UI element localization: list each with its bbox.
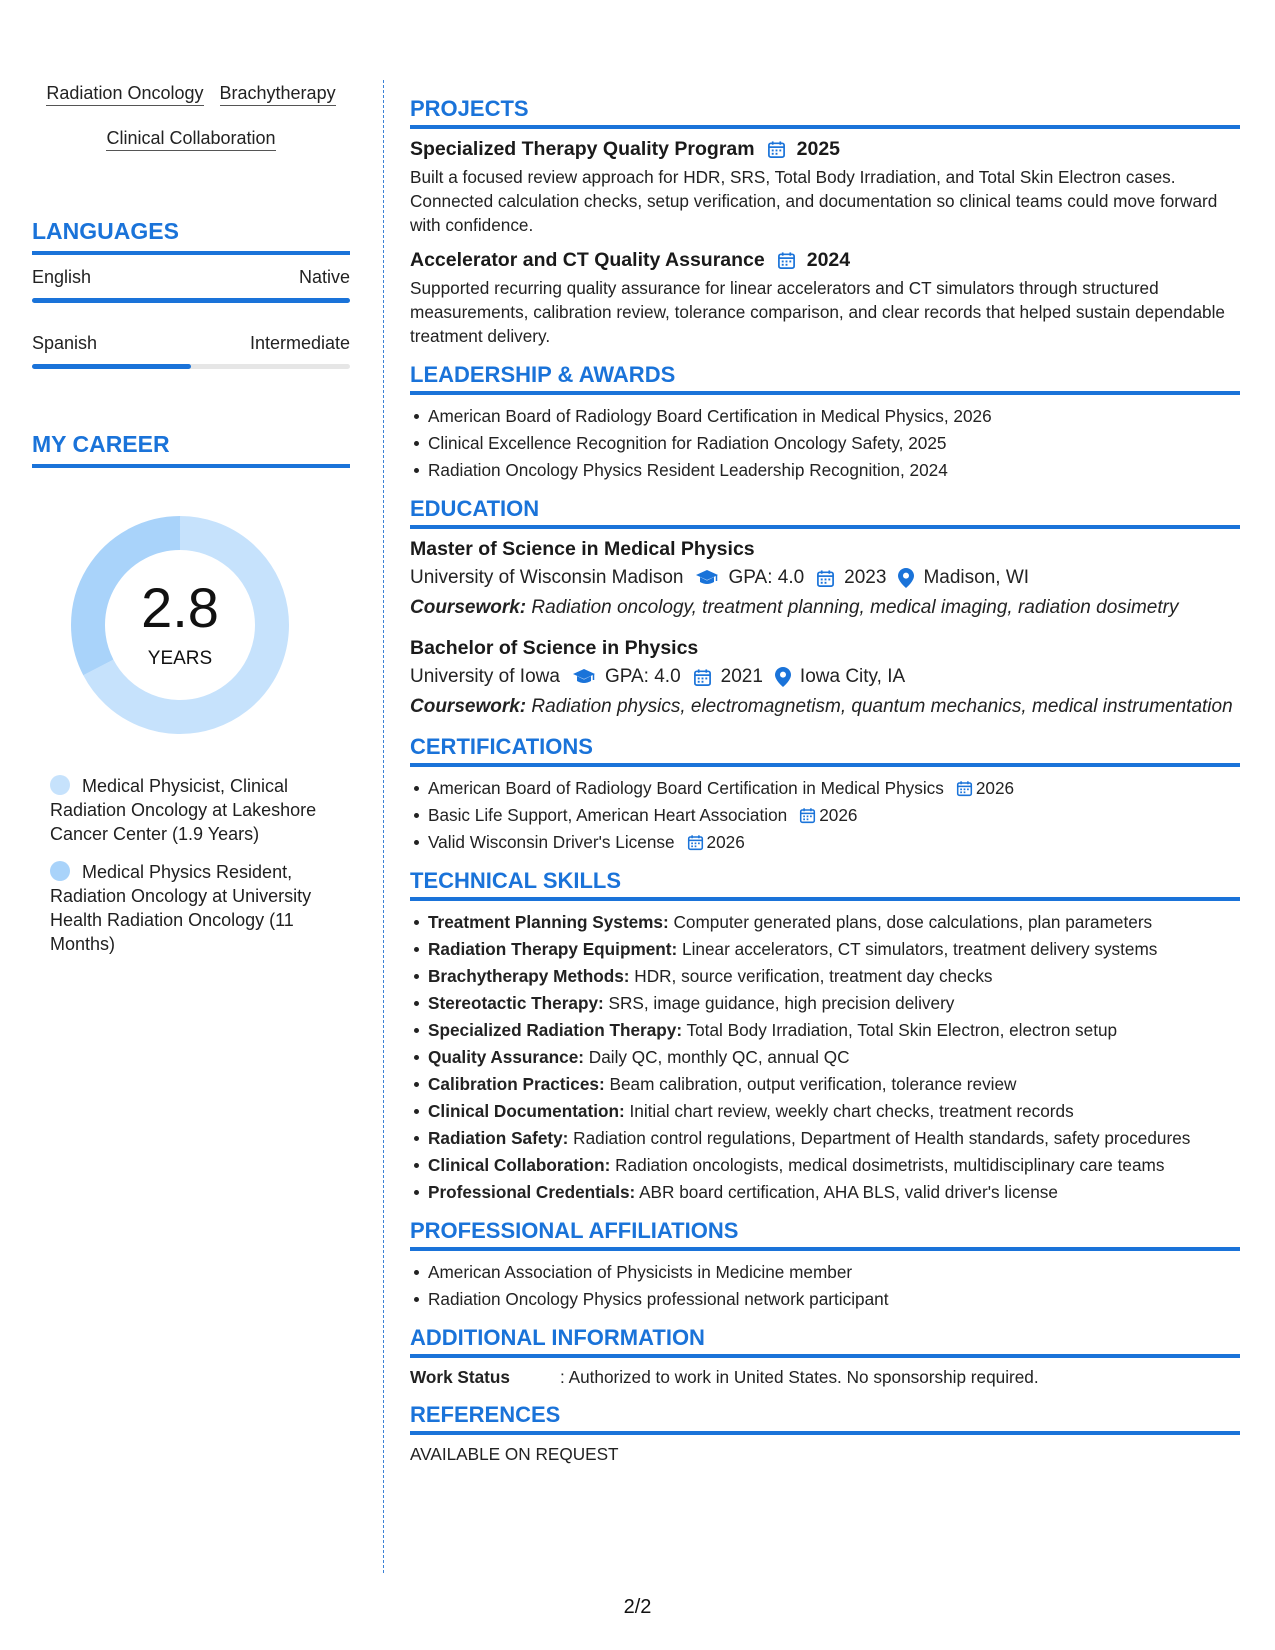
language-name: Spanish (32, 333, 98, 353)
skills-section (410, 868, 1240, 1204)
gpa: GPA: 4.0 (728, 567, 805, 588)
career-label: Medical Physics Resident, Radiation Oncology at University Health Radiation Oncology (11 Months) (50, 862, 312, 954)
education-section (410, 496, 1240, 720)
skill-item (428, 910, 1240, 934)
skill-item (428, 1153, 1240, 1177)
language-bar (32, 298, 350, 303)
list-item: Radiation Oncology Physics professional network participant (428, 1287, 1240, 1311)
references-section (410, 1402, 1240, 1465)
language-name: English (32, 267, 92, 287)
language-level: Native (298, 267, 350, 287)
school-name: University of Iowa (410, 666, 560, 687)
certification-name: Valid Wisconsin Driver's License (428, 832, 675, 852)
skills-heading: TECHNICAL SKILLS (410, 868, 1240, 901)
education-item (410, 637, 1240, 720)
certification-year: 2026 (819, 805, 858, 825)
career-heading: MY CAREER (32, 431, 350, 468)
skill-name: Clinical Documentation: (428, 1101, 625, 1121)
project-item (410, 249, 1240, 348)
certification-year: 2026 (706, 832, 745, 852)
career-legend-item (50, 860, 350, 956)
work-status-label: Work Status (410, 1367, 510, 1387)
language-item (32, 267, 350, 303)
skill-item (428, 937, 1240, 961)
project-description: Built a focused review approach for HDR, SRS, Total Body Irradiation, and Total Skin Electron cases. Connected calculation checks, setup verification, and documentation so clinical teams could move forward with confidence. (410, 167, 1218, 235)
project-description: Supported recurring quality assurance for linear accelerators and CT simulators through structured measurements, calibration review, tolerance comparison, and clear records that helped sustain dependable treatment delivery. (410, 278, 1225, 346)
column-divider (383, 80, 384, 1573)
graduation-cap-icon (572, 668, 596, 686)
calendar-icon (687, 834, 704, 851)
education-heading: EDUCATION (410, 496, 1240, 529)
affiliations-section (410, 1218, 1240, 1311)
skill-name: Radiation Therapy Equipment: (428, 939, 678, 959)
skill-detail: SRS, image guidance, high precision delivery (603, 993, 955, 1013)
language-bar (32, 364, 350, 369)
calendar-icon (693, 668, 712, 687)
skill-detail: Beam calibration, output verification, tolerance review (604, 1074, 1017, 1094)
interest-tags (32, 84, 350, 174)
school-location: Iowa City, IA (799, 666, 906, 687)
skill-detail: Radiation oncologists, medical dosimetrists, multidisciplinary care teams (610, 1155, 1165, 1175)
languages-heading: LANGUAGES (32, 218, 350, 255)
tag: Clinical Collaboration (106, 129, 275, 151)
map-pin-icon (775, 667, 791, 687)
language-bar-fill (32, 364, 191, 369)
calendar-icon (956, 780, 973, 797)
skill-name: Specialized Radiation Therapy: (428, 1020, 683, 1040)
certifications-section (410, 734, 1240, 854)
graduation-year: 2023 (844, 567, 887, 588)
right-column (410, 96, 1240, 1479)
school-name: University of Wisconsin Madison (410, 567, 684, 588)
language-item (32, 333, 350, 369)
skill-item (428, 1126, 1240, 1150)
project-title: Specialized Therapy Quality Program (410, 138, 755, 160)
skill-item (428, 1018, 1240, 1042)
list-item: American Board of Radiology Board Certification in Medical Physics, 2026 (428, 404, 1240, 428)
affiliations-heading: PROFESSIONAL AFFILIATIONS (410, 1218, 1240, 1251)
skill-name: Radiation Safety: (428, 1128, 569, 1148)
coursework (410, 595, 1240, 621)
skill-item (428, 1072, 1240, 1096)
skill-detail: HDR, source verification, treatment day checks (629, 966, 993, 986)
degree-title: Bachelor of Science in Physics (410, 637, 699, 659)
language-bar-fill (32, 298, 350, 303)
skill-name: Treatment Planning Systems: (428, 912, 669, 932)
calendar-icon (777, 251, 796, 270)
career-legend (32, 774, 350, 956)
references-heading: REFERENCES (410, 1402, 1240, 1435)
list-item: Clinical Excellence Recognition for Radiation Oncology Safety, 2025 (428, 431, 1240, 455)
certification-year: 2026 (975, 778, 1015, 798)
calendar-icon (767, 140, 786, 159)
skill-name: Professional Credentials: (428, 1182, 636, 1202)
languages-list (32, 267, 352, 369)
skill-detail: Radiation control regulations, Department of Health standards, safety procedures (568, 1128, 1191, 1148)
graduation-year: 2021 (720, 666, 763, 687)
gpa: GPA: 4.0 (604, 666, 681, 687)
map-pin-icon (898, 568, 914, 588)
coursework-text: Radiation physics, electromagnetism, quantum mechanics, medical instrumentation (526, 696, 1233, 717)
certification-name: American Board of Radiology Board Certification in Medical Physics (428, 778, 944, 798)
skill-item (428, 1045, 1240, 1069)
additional-info-heading: ADDITIONAL INFORMATION (410, 1325, 1240, 1358)
skill-name: Clinical Collaboration: (428, 1155, 611, 1175)
work-status-value: : Authorized to work in United States. No sponsorship required. (560, 1367, 1039, 1387)
projects-section (410, 96, 1240, 348)
list-item (428, 776, 1240, 800)
education-item (410, 538, 1240, 621)
leadership-section (410, 362, 1240, 482)
skill-name: Calibration Practices: (428, 1074, 605, 1094)
certification-name: Basic Life Support, American Heart Association (428, 805, 788, 825)
leadership-heading: LEADERSHIP & AWARDS (410, 362, 1240, 395)
graduation-cap-icon (695, 569, 719, 587)
skill-name: Quality Assurance: (428, 1047, 585, 1067)
skill-detail: Initial chart review, weekly chart checks, treatment records (624, 1101, 1074, 1121)
skill-item (428, 1180, 1240, 1204)
career-donut (65, 510, 295, 740)
coursework (410, 694, 1240, 720)
tag: Radiation Oncology (46, 84, 203, 106)
career-total: 2.8 (141, 576, 219, 639)
references-text: AVAILABLE ON REQUEST (410, 1444, 619, 1464)
additional-info-section (410, 1325, 1240, 1388)
list-item (428, 803, 1240, 827)
page-number: 2/2 (623, 1596, 652, 1618)
skill-item (428, 991, 1240, 1015)
skill-detail: Daily QC, monthly QC, annual QC (584, 1047, 850, 1067)
legend-dot (50, 861, 70, 881)
list-item (428, 830, 1240, 854)
left-column (32, 84, 352, 970)
project-item (410, 138, 1240, 237)
skill-name: Stereotactic Therapy: (428, 993, 604, 1013)
skill-detail: Computer generated plans, dose calculations, plan parameters (668, 912, 1153, 932)
skill-name: Brachytherapy Methods: (428, 966, 630, 986)
calendar-icon (799, 807, 816, 824)
project-title: Accelerator and CT Quality Assurance (410, 249, 765, 271)
career-label: Medical Physicist, Clinical Radiation Oncology at Lakeshore Cancer Center (1.9 Years) (50, 776, 317, 844)
language-level: Intermediate (249, 333, 350, 353)
skill-detail: Total Body Irradiation, Total Skin Electron, electron setup (682, 1020, 1118, 1040)
legend-dot (50, 775, 70, 795)
certifications-heading: CERTIFICATIONS (410, 734, 1240, 767)
project-year: 2024 (806, 249, 851, 271)
career-legend-item (50, 774, 350, 846)
tag: Brachytherapy (220, 84, 336, 106)
list-item: American Association of Physicists in Medicine member (428, 1260, 1240, 1284)
degree-title: Master of Science in Medical Physics (410, 538, 755, 560)
coursework-text: Radiation oncology, treatment planning, medical imaging, radiation dosimetry (526, 597, 1179, 618)
skill-item (428, 964, 1240, 988)
skill-detail: ABR board certification, AHA BLS, valid driver's license (635, 1182, 1058, 1202)
career-unit: YEARS (147, 648, 213, 669)
calendar-icon (816, 569, 835, 588)
school-location: Madison, WI (923, 567, 1030, 588)
coursework-label: Coursework: (410, 597, 527, 618)
projects-heading: PROJECTS (410, 96, 1240, 129)
skill-item (428, 1099, 1240, 1123)
list-item: Radiation Oncology Physics Resident Leadership Recognition, 2024 (428, 458, 1240, 482)
coursework-label: Coursework: (410, 696, 527, 717)
project-year: 2025 (796, 138, 841, 160)
skill-detail: Linear accelerators, CT simulators, treatment delivery systems (677, 939, 1158, 959)
